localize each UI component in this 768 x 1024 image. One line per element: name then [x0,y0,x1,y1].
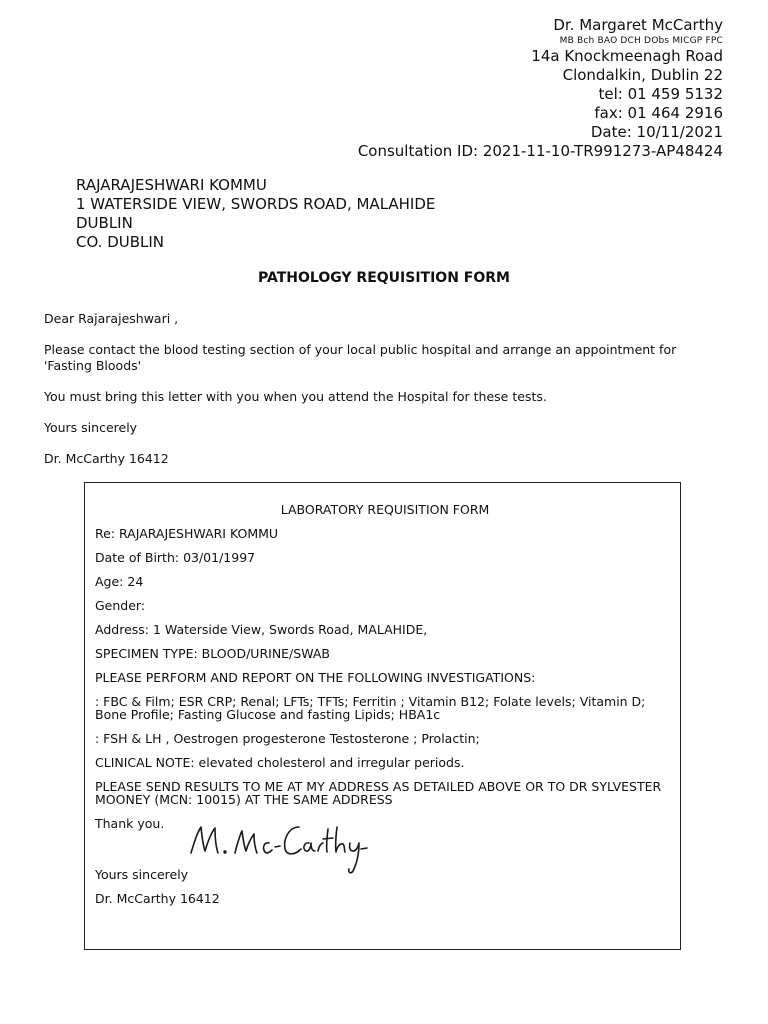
salutation: Dear Rajarajeshwari , [44,311,179,326]
lab-address: Address: 1 Waterside View, Swords Road, MALAHIDE, [95,622,428,637]
lab-tests-1: : FBC & Film; ESR CRP; Renal; LFTs; TFTs; Ferritin ; Vitamin B12; Folate levels; Vitamin D; Bone Profile; Fasting Glucose and fasting Lipids; HBA1c [95,694,646,722]
handwritten-signature [185,821,385,877]
letter-closing: Yours sincerely [44,420,138,435]
letter-signoff: Dr. McCarthy 16412 [44,451,169,466]
lab-clinical-note: CLINICAL NOTE: elevated cholesterol and irregular periods. [95,755,465,770]
fax: fax: 01 464 2916 [594,104,723,122]
letterhead [358,16,723,161]
recipient-address-line-3: CO. DUBLIN [76,233,165,251]
lab-specimen-type: SPECIMEN TYPE: BLOOD/URINE/SWAB [95,646,331,661]
doctor-qualifications: MB Bch BAO DCH DObs MICGP FPC [559,36,723,46]
lab-thanks: Thank you. [95,816,165,831]
consultation-id: Consultation ID: 2021-11-10-TR991273-AP48424 [357,142,723,160]
lab-age: Age: 24 [95,574,144,589]
lab-form-content [95,503,675,916]
address-line-2: Clondalkin, Dublin 22 [562,66,723,84]
lab-tests-2: : FSH & LH , Oestrogen progesterone Testosterone ; Prolactin; [95,731,480,746]
letter-paragraph-2: You must bring this letter with you when you attend the Hospital for these tests. [44,389,547,404]
lab-gender: Gender: [95,598,146,613]
recipient-address-line-1: 1 WATERSIDE VIEW, SWORDS ROAD, MALAHIDE [76,195,436,213]
recipient-address-line-2: DUBLIN [76,214,133,232]
lab-form-title: LABORATORY REQUISITION FORM [280,502,490,517]
address-line-1: 14a Knockmeenagh Road [531,47,723,65]
lab-instruction: PLEASE PERFORM AND REPORT ON THE FOLLOWING INVESTIGATIONS: [95,670,536,685]
page-title: PATHOLOGY REQUISITION FORM [258,270,510,286]
lab-closing: Yours sincerely [95,867,189,882]
recipient-address [76,176,435,252]
lab-send-results: PLEASE SEND RESULTS TO ME AT MY ADDRESS AS DETAILED ABOVE OR TO DR SYLVESTER MOONEY (MCN: 10015) AT THE SAME ADDRESS [95,779,662,807]
letter-body [44,311,724,482]
letter-paragraph-1: Please contact the blood testing section of your local public hospital and arrange an appointment for 'Fasting Bloods' [44,342,677,373]
doctor-name: Dr. Margaret McCarthy [553,16,723,34]
lab-re: Re: RAJARAJESHWARI KOMMU [95,526,279,541]
letter-date: Date: 10/11/2021 [590,123,723,141]
telephone: tel: 01 459 5132 [598,85,723,103]
lab-dob: Date of Birth: 03/01/1997 [95,550,256,565]
laboratory-requisition-box [84,482,681,950]
recipient-name: RAJARAJESHWARI KOMMU [76,176,267,194]
lab-signoff: Dr. McCarthy 16412 [95,891,220,906]
